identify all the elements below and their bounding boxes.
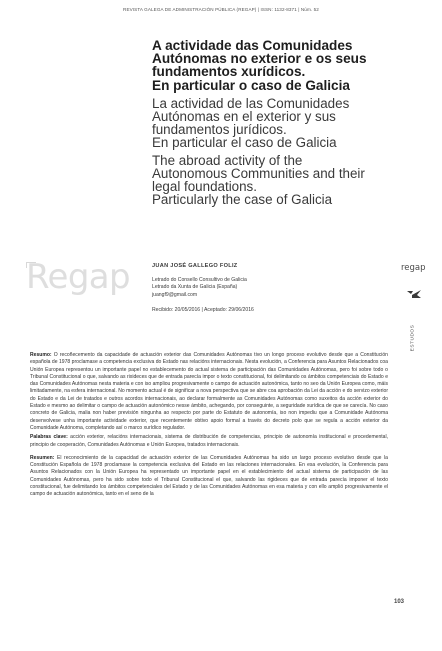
title-spanish <box>152 97 420 149</box>
running-head: REVISTA GALEGA DE ADMINISTRACIÓN PÚBLICA (REGAP) | ISSN: 1132-8371 | Núm. 52 <box>123 7 319 12</box>
abstracts <box>30 352 388 499</box>
author-block <box>152 263 402 313</box>
title-line: Particularly the case of Galicia <box>152 192 333 208</box>
author-affiliation: Letrado do Consello Consultivo de Galicia <box>152 277 247 283</box>
keywords-text: acción exterior, relacións internacionais, sistema de distribución de competencias, principio de autonomía institucional e procedemental, principio de cooperación, Comunidades Autónomas e Unión Europea, tratados internacionais. <box>30 434 388 448</box>
side-journal-logo: regap <box>401 263 426 273</box>
abstract-label: Resumo: <box>30 352 52 358</box>
author-name: JUAN JOSÉ GALLEGO FOLIZ <box>152 263 238 269</box>
title-line: Autónomas no exterior e os seus <box>152 51 367 67</box>
title-english <box>152 154 420 206</box>
section-label-text: ESTUDOS <box>410 324 416 352</box>
journal-emblem-icon <box>406 289 422 299</box>
title-line: En particular el caso de Galicia <box>152 135 337 151</box>
title-galician <box>152 39 420 92</box>
title-line: Autónomas en el exterior y sus <box>152 108 336 124</box>
abstract-galician <box>30 352 388 432</box>
title-line: La actividad de las Comunidades <box>152 95 350 111</box>
abstract-text: El reconocimiento de la capacidad de actuación exterior de las Comunidades Autónomas ha sido un largo proceso evolutivo desde que la Constitución Española de 1978 proclamase la competencia exclusiva del Estado en las relaciones internacionales. En esa evolución, la Conferencia para Asuntos Relacionados con la Unión Europea ha representado un importante papel en el establecimiento del actual sistema de participación de las Comunidades Autónomas, pero ha sido sobre todo el Tribunal Constitucional el que, salvando las rigideces que de entrada parecía imponer el texto constitucional, fue delimitando los ámbitos competenciales del Estado y de las Comunidades Autónomas en esa materia y con ello amplió progresivamente el campo de actuación autonómica, tanto en el seno de la <box>30 454 388 498</box>
keywords-galician <box>30 434 388 449</box>
abstract-label: Resumen: <box>30 454 55 461</box>
author-affiliation: Letrado da Xunta de Galicia (España) <box>152 284 238 291</box>
author-email: juangf9@gmail.com <box>152 291 198 298</box>
keywords-label: Palabras clave: <box>30 434 68 441</box>
received-accepted-dates: Recibido: 20/05/2016 | Aceptado: 29/06/2016 <box>152 307 254 314</box>
journal-logo: Regap <box>26 257 131 297</box>
title-line: A actividade das Comunidades <box>152 38 353 53</box>
article-titles <box>152 39 420 207</box>
abstract-spanish <box>30 455 388 499</box>
title-line: fundamentos jurídicos. <box>152 122 287 137</box>
page-number: 103 <box>394 599 405 605</box>
title-line: legal foundations. <box>152 179 257 195</box>
abstract-text: O recoñecemento da capacidade de actuación exterior das Comunidades Autónomas tivo un longo proceso evolutivo desde que a Constitución española de 1978 proclamase a competencia exclusiva do Estado nas relacións internacionais. Nesta evolución, a Conferencia para Asuntos Relacionados coa Unión Europea representou un importante papel no establecemento do actual sistema de participación das Comunidades Autónomas, pero foi sobre todo o Tribunal Constitucional o que, salvando as rixideces que de entrada parecía impor o texto constitucional, foi delimitando os ámbitos competenciais do Estado e das Comunidades Autónomas nesta materia e con iso ampliou progresivamente o campo de actuación autonómica, tanto no seo da Unión Europea como, máis limitadamente, na esfera internacional. No momento actual é de significar a nova perspectiva que se abre coa aprobación da Lei da acción e do servizo exterior do Estado e da Lei de tratados e outros acordos internacionais, ao declarar formalmente as Comunidades Autónomas como suxeitos da acción exterior do Estado e mesmo ao delimitar o campo de actuación autonómico nesse ámbito, achegando, por conseguinte, a seguridade xurídica de que se carecía. No caso concreto de Galicia, malia non haber previsión ningunha ao respecto por parte do Estatuto de autonomía, iso non impediu que a Comunidade Autónoma desenvolvese unha importante actividade exterior, que recentemente obtivo apoio formal a través do decreto polo que se regula a acción exterior da Comunidade Autónoma, completando así o marco xurídico regulador. <box>30 352 388 431</box>
title-line: Autonomous Communities and their <box>152 166 365 182</box>
section-label <box>409 318 417 358</box>
title-line: En particular o caso de Galicia <box>152 77 350 93</box>
title-line: fundamentos xurídicos. <box>152 64 306 80</box>
title-line: The abroad activity of the <box>152 153 303 169</box>
